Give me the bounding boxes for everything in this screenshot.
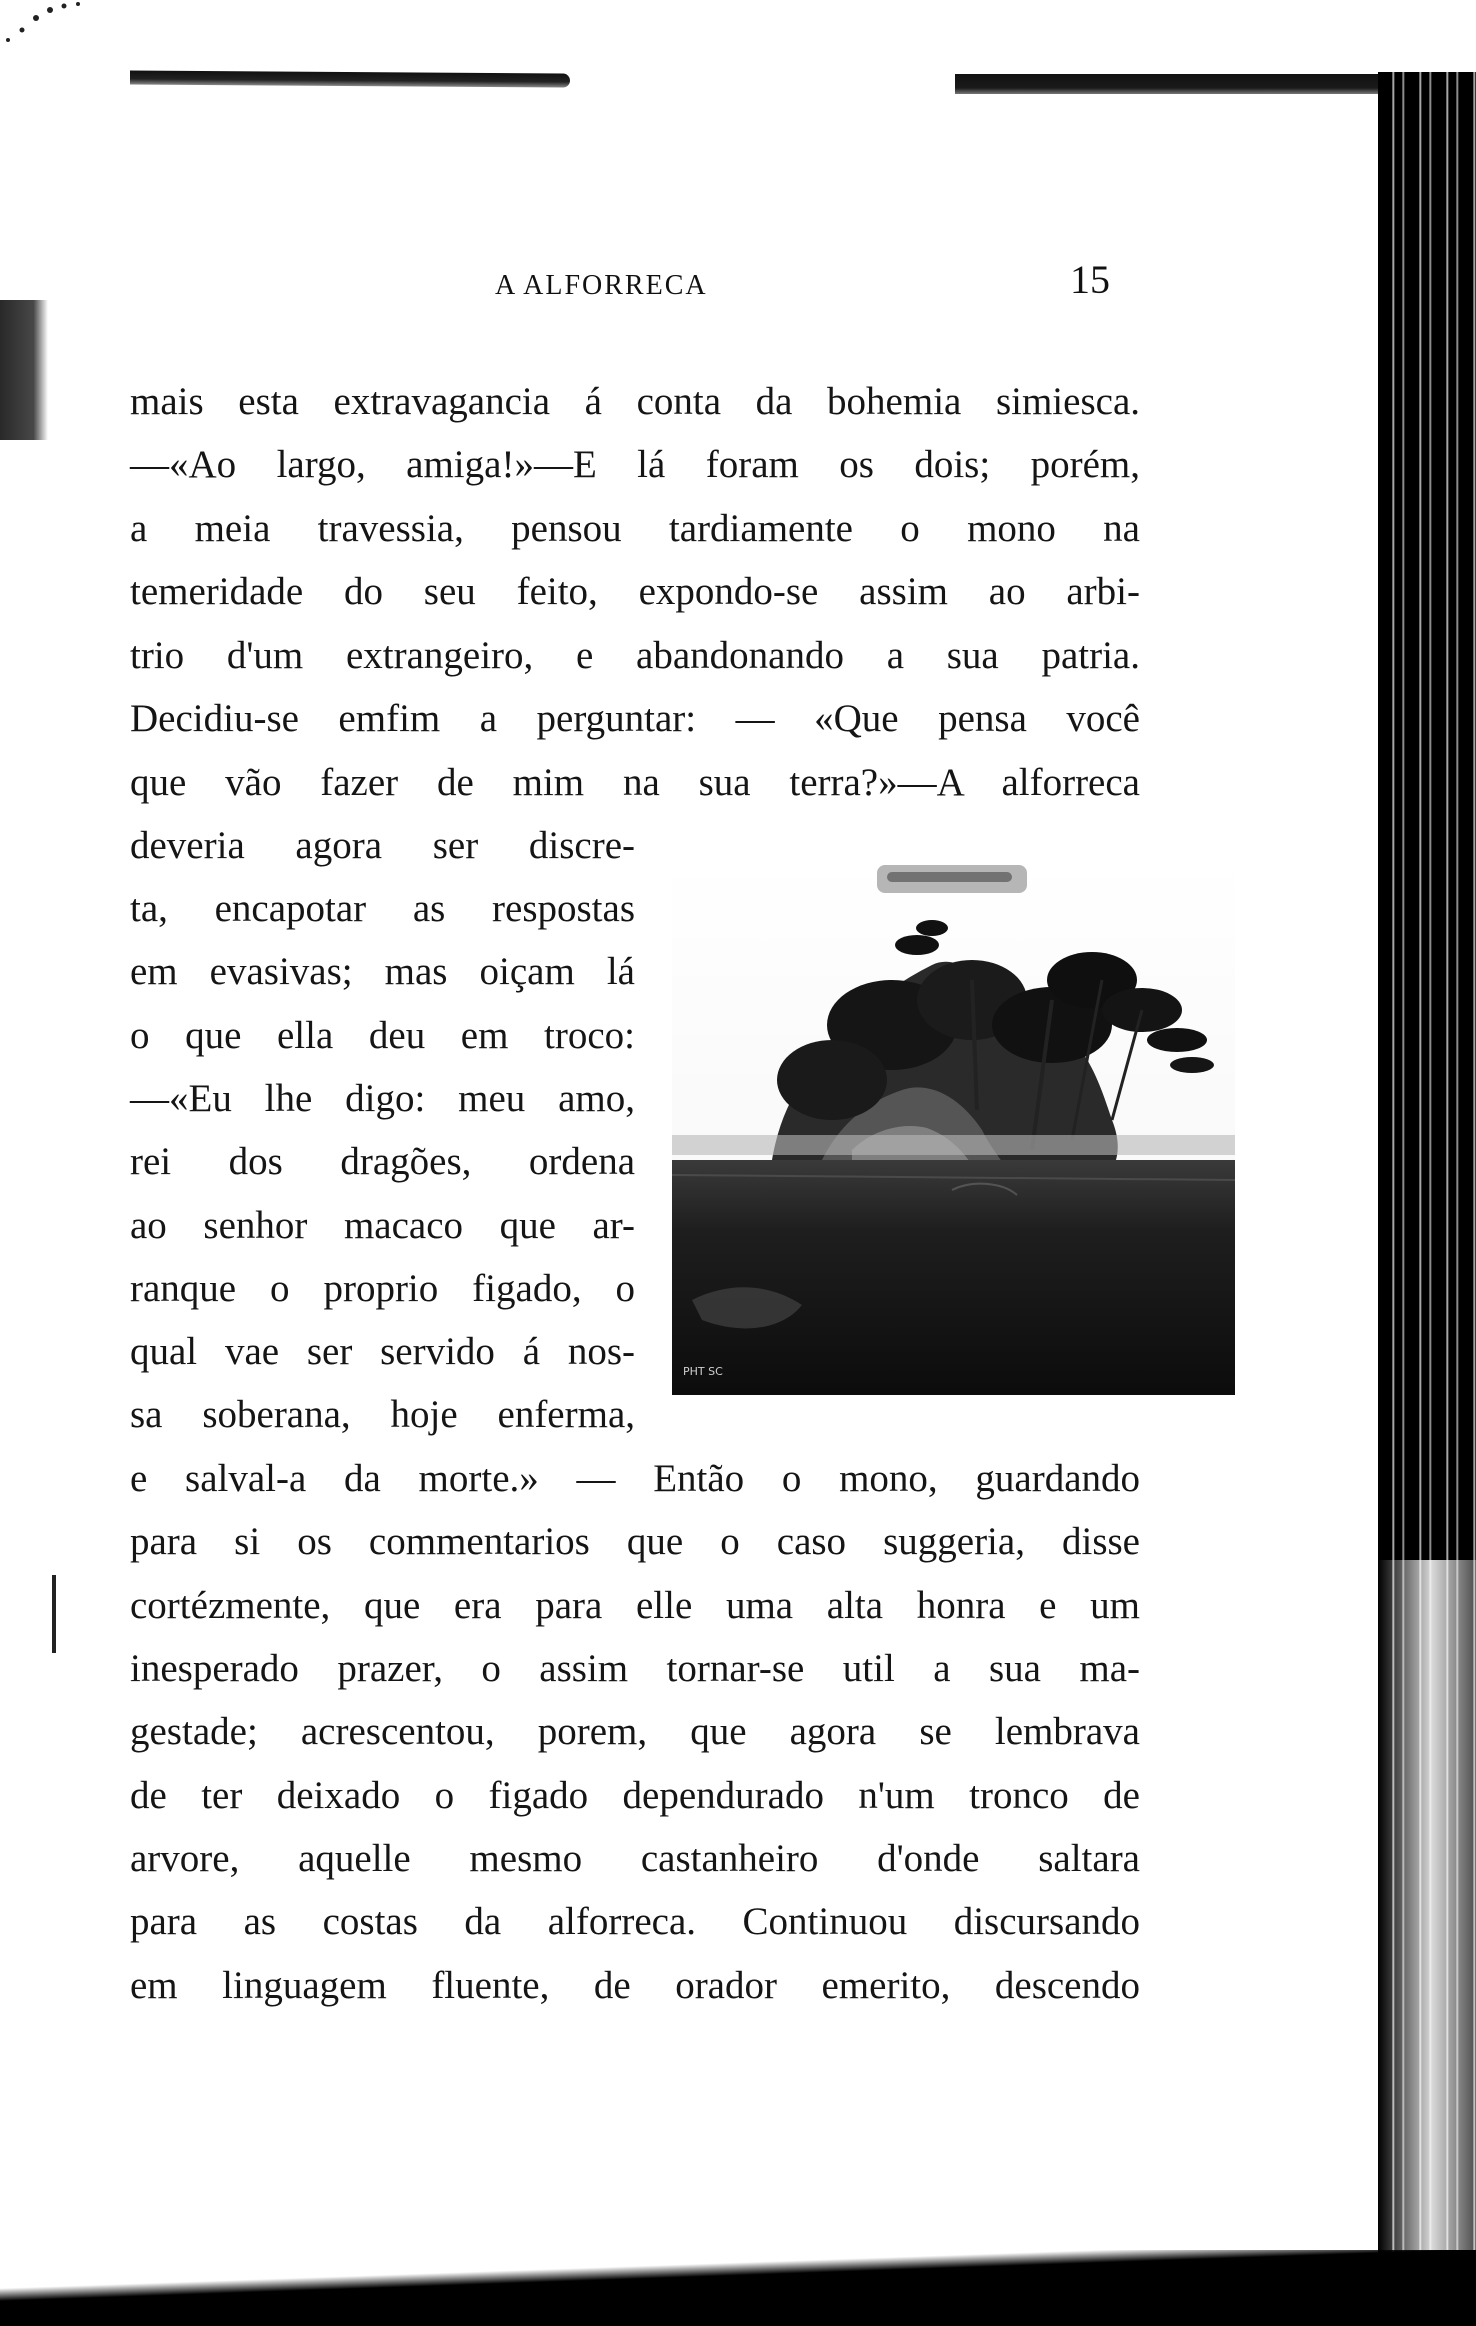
photo-caption: PHT SC xyxy=(683,1365,723,1378)
text-line: mais esta extravagancia á conta da bohemia simiesca. xyxy=(130,380,1140,423)
page-number: 15 xyxy=(1070,257,1110,302)
scan-edge-bottom xyxy=(0,2250,1476,2326)
scan-edge-right-fade xyxy=(1378,1560,1476,2280)
text-line: —«Eu lhe digo: meu amo, xyxy=(130,1077,635,1120)
text-line: o que ella deu em troco: xyxy=(130,1014,635,1057)
text-line: cortézmente, que era para elle uma alta honra e um xyxy=(130,1584,1140,1627)
text-line: temeridade do seu feito, expondo-se assim ao arbi- xyxy=(130,570,1140,613)
text-line: ao senhor macaco que ar- xyxy=(130,1204,635,1247)
text-line: que vão fazer de mim na sua terra?»—A alforreca xyxy=(130,761,1140,804)
scan-edge-top-right xyxy=(955,74,1385,94)
text-line: qual vae ser servido á nos- xyxy=(130,1330,635,1373)
text-line: em evasivas; mas oiçam lá xyxy=(130,950,635,993)
text-line: Decidiu-se emfim a perguntar: — «Que pensa você xyxy=(130,697,1140,740)
text-line: para si os commentarios que o caso suggeria, disse xyxy=(130,1520,1140,1563)
running-title: A ALFORRECA xyxy=(495,270,708,301)
text-line: ranque o proprio figado, o xyxy=(130,1267,635,1310)
text-line: rei dos dragões, ordena xyxy=(130,1140,635,1183)
text-line: trio d'um extrangeiro, e abandonando a sua patria. xyxy=(130,634,1140,677)
text-line: em linguagem fluente, de orador emerito, descendo xyxy=(130,1964,1140,2007)
scan-edge-top-left xyxy=(130,70,570,87)
pine-island-photo xyxy=(672,860,1235,1395)
text-line: para as costas da alforreca. Continuou discursando xyxy=(130,1900,1140,1943)
scan-corner-dots xyxy=(0,0,120,50)
scan-tick-left xyxy=(52,1575,56,1653)
text-line: a meia travessia, pensou tardiamente o mono na xyxy=(130,507,1140,550)
text-line: arvore, aquelle mesmo castanheiro d'onde saltara xyxy=(130,1837,1140,1880)
text-line: sa soberana, hoje enferma, xyxy=(130,1393,635,1436)
text-line: —«Ao largo, amiga!»—E lá foram os dois; porém, xyxy=(130,443,1140,486)
text-line: e salval-a da morte.» — Então o mono, guardando xyxy=(130,1457,1140,1500)
text-line: de ter deixado o figado dependurado n'um tronco de xyxy=(130,1774,1140,1817)
scan-mark-left xyxy=(0,300,48,440)
text-line: inesperado prazer, o assim tornar-se util a sua ma- xyxy=(130,1647,1140,1690)
pine-island-illustration xyxy=(672,860,1235,1395)
text-line: ta, encapotar as respostas xyxy=(130,887,635,930)
text-line: gestade; acrescentou, porem, que agora se lembrava xyxy=(130,1710,1140,1753)
text-line: deveria agora ser discre- xyxy=(130,824,635,867)
